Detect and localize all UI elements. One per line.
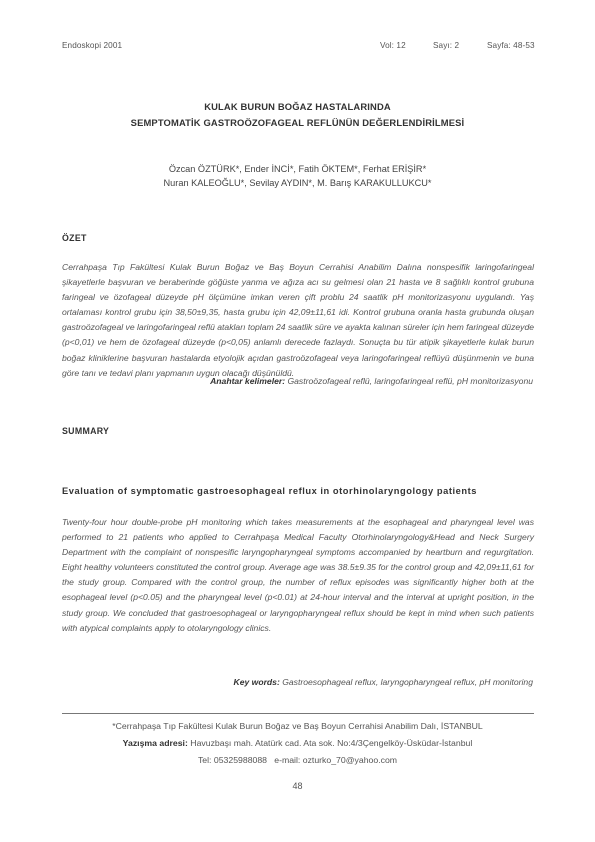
english-title: Evaluation of symptomatic gastroesophageal reflux in otorhinolaryngology patients	[62, 486, 477, 496]
summary-abstract: Twenty-four hour double-probe pH monitoring which takes measurements at the esophageal and pharyngeal level was performed to 21 patients who applied to Cerrahpaşa Medical Faculty Otorhinolaryngology&Head and Neck Surgery Department with the complaint of nonspesific laryngopharyngeal symptoms accompanied by heartburn and regurgitation. Eight healthy volunteers constituted the control group. Average age was 38.5±9.35 for the control group and 42,09±11,61 for the study group. Compared with the control group, the number of reflux episodes was significantly higher both at the esophageal level (p<0.05) and the pharyngeal level (p<0.01) at 24-hour interval and the interval at upright position, in the study group. We concluded that gastroesophageal or laryngopharyngeal reflux should be kept in mind when such patients with atypical complaints apply to otolaryngology clinics.	[62, 517, 534, 633]
contact-info: Tel: 05325988088 e-mail: ozturko_70@yahoo.com	[197, 755, 398, 765]
authors-line-1: Özcan ÖZTÜRK*, Ender İNCİ*, Fatih ÖKTEM*, Ferhat ERİŞİR*	[168, 164, 427, 174]
ozet-abstract: Cerrahpaşa Tıp Fakültesi Kulak Burun Boğaz ve Baş Boyun Cerrahisi Anabilim Dalına nonspesifik laringofaringeal şikayetlerle başvuran ve beraberinde göğüste yanma ve ağıza acı su gelmesi olan 21 hasta ve 8 sağlıklı kontrol grubuna faringeal ve özofageal düzeyde pH ölçümüne imkan veren çift problu 24 saatlik pH monitorizasyonu uygulandı. Yaş ortalaması kontrol grubu için 38,50±9,35, hasta grubu için 42,09±11,61 idi. Kontrol grubuna oranla hasta grubunda oluşan gastroözofageal ve laringofaringeal reflü atakları toplam 24 saatlik süre ve ayakta kalınan süreler için hem faringeal düzeyde (p<0,01) ve hem de özofageal düzeyde (p<0,05) anlamlı derecede fazlaydı. Sonuçta bu tür atipik şikayetlerle kulak burun boğaz kliniklerine başvuran hastalarda etyolojik açıdan gastroözofageal veya laringofaringeal reflüyü düşünmenin ve buna göre tanı ve tedavi planı yapmanın uygun olacağı düşünüldü.	[62, 262, 534, 378]
summary-keywords-text: Gastroesophageal reflux, laryngopharyngeal reflux, pH monitoring	[282, 677, 533, 687]
address-text: Havuzbaşı mah. Atatürk cad. Ata sok. No:4/3Çengelköy-Üsküdar-İstanbul	[190, 738, 473, 748]
summary-keywords	[233, 677, 533, 687]
ozet-keywords-text: Gastroözofageal reflü, laringofaringeal reflü, pH monitorizasyonu	[287, 376, 533, 386]
issue-number: Sayı: 2	[433, 41, 460, 50]
page-number: 48	[292, 781, 303, 791]
ozet-heading: ÖZET	[62, 233, 87, 243]
article-title-line-1: KULAK BURUN BOĞAZ HASTALARINDA	[204, 101, 391, 112]
page-range: Sayfa: 48-53	[487, 41, 535, 50]
affiliation-footnote: *Cerrahpaşa Tıp Fakültesi Kulak Burun Boğaz ve Baş Boyun Cerrahisi Anabilim Dalı, İSTANBUL	[112, 721, 483, 731]
ozet-keywords	[210, 376, 533, 386]
journal-name: Endoskopi 2001	[62, 41, 123, 50]
article-title-line-2: SEMPTOMATİK GASTROÖZOFAGEAL REFLÜNÜN DEĞERLENDİRİLMESİ	[130, 117, 465, 128]
summary-keywords-label: Key words:	[233, 677, 280, 687]
address-label: Yazışma adresi:	[122, 738, 188, 748]
footnote-divider	[62, 713, 534, 714]
summary-heading: SUMMARY	[62, 426, 110, 436]
ozet-keywords-label: Anahtar kelimeler:	[210, 376, 286, 386]
authors-line-2: Nuran KALEOĞLU*, Sevilay AYDIN*, M. Barış KARAKULLUKCU*	[163, 178, 432, 188]
correspondence-address	[0, 738, 595, 748]
volume-number: Vol: 12	[380, 41, 406, 50]
